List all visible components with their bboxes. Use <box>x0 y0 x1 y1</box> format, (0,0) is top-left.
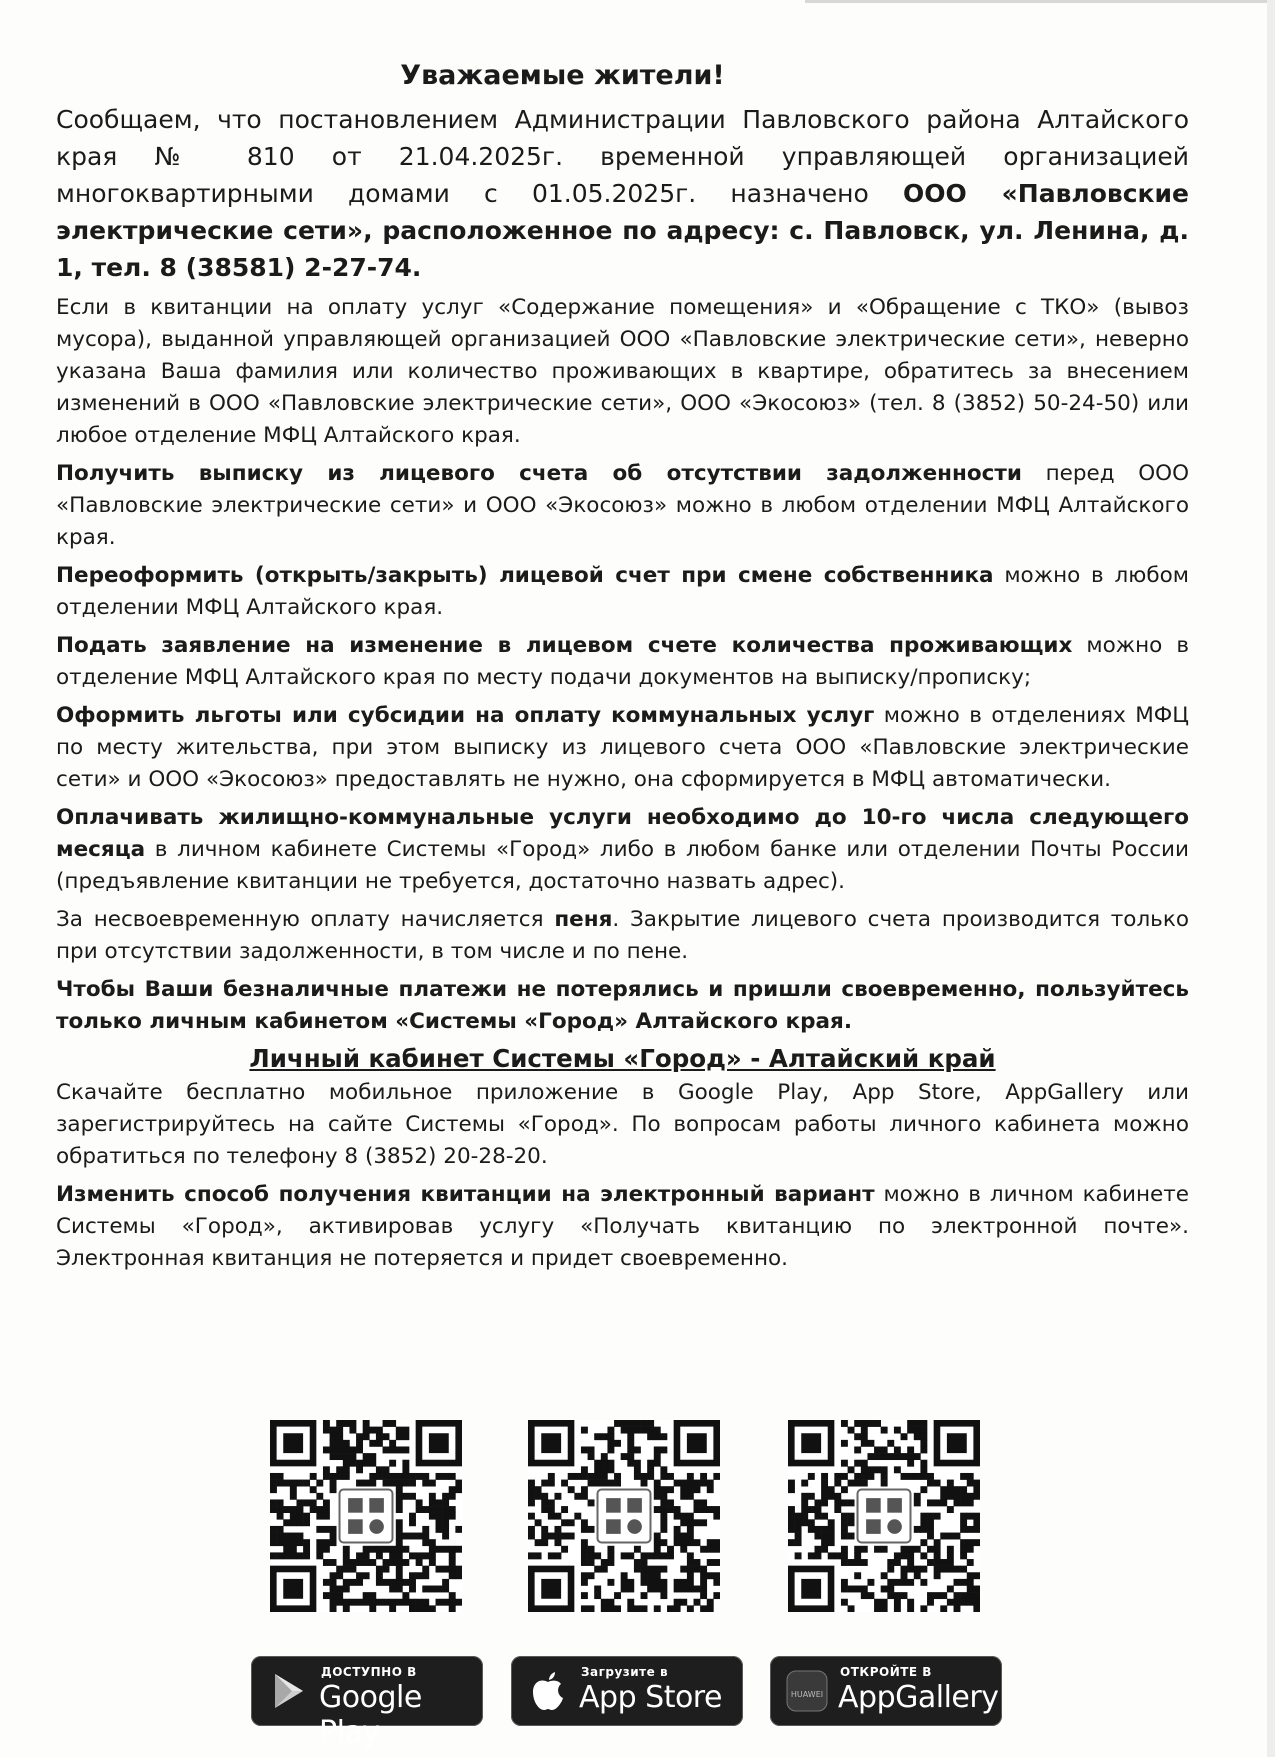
download-paragraph: Скачайте бесплатно мобильное приложение в Google Play, App Store, AppGallery или зарегистрируйтесь на сайте Системы «Город». По вопросам работы личного кабинета можно обратиться по телефону 8 (3852) 20-28-20. <box>56 1080 1189 1169</box>
google-play-icon <box>265 1668 311 1714</box>
qr-code-google-play[interactable] <box>270 1420 462 1612</box>
electronic-paragraph: Изменить способ получения квитанции на электронный вариант можно в личном кабинете Системы «Город», активировав услугу «Получать квитанцию по электронной почте». Электронная квитанция не потеряется и придет своевременно. <box>56 1182 1189 1271</box>
google-play-badge[interactable]: ДОСТУПНО В Google Play <box>251 1656 483 1726</box>
lead-paragraph: Сообщаем, что постановлением Администрации Павловского района Алтайского края № 810 от 21.04.2025г. временной управляющей организацией многоквартирными домами с 01.05.2025г. назначено ООО «Павловские электрические сети», расположенное по адресу: с. Павловск, ул. Ленина, д. 1, тел. 8 (38581) 2-27-74. <box>56 105 1189 282</box>
scan-edge-line <box>805 0 1275 3</box>
company-address: ООО «Павловские электрические сети», расположенное по адресу: с. Павловск, ул. Ленина, д. 1, тел. 8 (38581) 2-27-74. <box>56 179 1189 282</box>
scan-edge <box>1267 0 1275 1757</box>
cashless-paragraph: Чтобы Ваши безналичные платежи не потерялись и пришли своевременно, пользуйтесь только личным кабинетом «Системы «Город» Алтайского края. <box>56 977 1189 1034</box>
svg-text:HUAWEI: HUAWEI <box>790 1690 824 1699</box>
page-title: Уважаемые жители! <box>400 60 725 91</box>
qr-code-app-store[interactable] <box>528 1420 720 1612</box>
residents-paragraph: Подать заявление на изменение в лицевом счете количества проживающих можно в отделение МФЦ Алтайского края по месту подачи документов на выписку/прописку; <box>56 633 1190 690</box>
notice <box>56 60 1189 1281</box>
extract-paragraph: Получить выписку из лицевого счета об отсутствии задолженности перед ООО «Павловские электрические сети» и ООО «Экосоюз» можно в любом отделении МФЦ Алтайского края. <box>56 461 1190 550</box>
benefits-paragraph: Оформить льготы или субсидии на оплату коммунальных услуг можно в отделениях МФЦ по месту жительства, при этом выписку из лицевого счета ООО «Павловские электрические сети» и ООО «Экосоюз» предоставлять не нужно, она сформируется в МФЦ автоматически. <box>56 703 1189 792</box>
qr-code-appgallery[interactable] <box>788 1420 980 1612</box>
payment-paragraph: Оплачивать жилищно-коммунальные услуги необходимо до 10-го числа следующего месяца в личном кабинете Системы «Город» либо в любом банке или отделении Почты России (предъявление квитанции не требуется, достаточно назвать адрес). <box>56 805 1189 894</box>
huawei-icon <box>784 1668 830 1714</box>
app-store-badge[interactable]: Загрузите в App Store <box>511 1656 743 1726</box>
receipt-paragraph: Если в квитанции на оплату услуг «Содержание помещения» и «Обращение с ТКО» (вывоз мусора), выданной управляющей организацией ООО «Павловские электрические сети», неверно указана Ваша фамилия или количество проживающих в квартире, обратитесь за внесением изменений в ООО «Павловские электрические сети», ООО «Экосоюз» (тел. 8 (3852) 50-24-50) или любое отделение МФЦ Алтайского края. <box>56 295 1189 448</box>
section-heading: Личный кабинет Системы «Город» - Алтайский край <box>249 1044 996 1073</box>
appgallery-badge[interactable]: HUAWEI ОТКРОЙТЕ В AppGallery <box>770 1656 1002 1726</box>
reissue-paragraph: Переоформить (открыть/закрыть) лицевой счет при смене собственника можно в любом отделении МФЦ Алтайского края. <box>56 563 1189 620</box>
penalty-paragraph: За несвоевременную оплату начисляется пеня. Закрытие лицевого счета производится только при отсутствии задолженности, в том числе и по пене. <box>56 907 1189 964</box>
apple-icon <box>525 1668 571 1714</box>
